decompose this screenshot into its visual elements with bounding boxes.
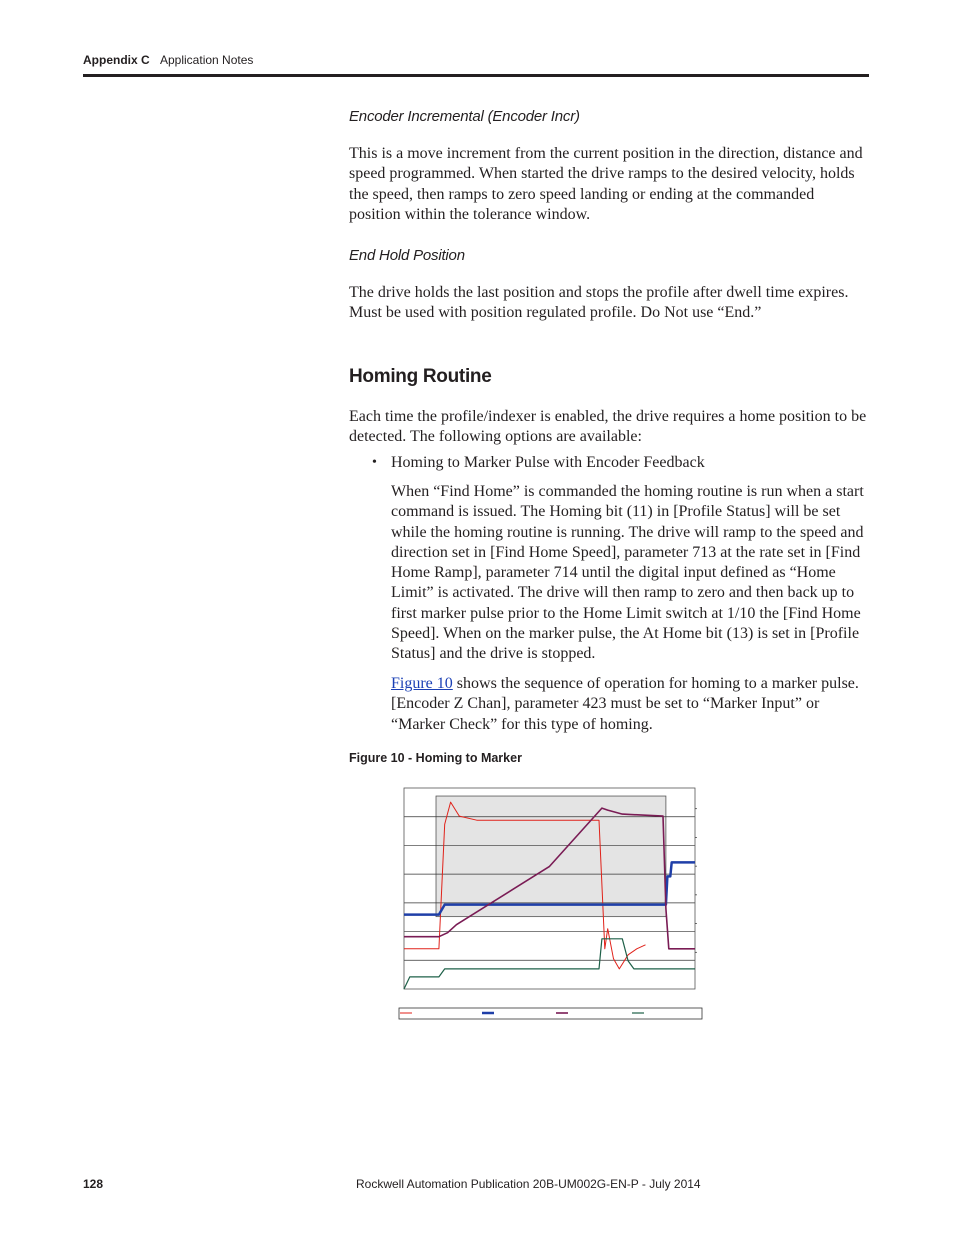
figure-caption: Figure 10 - Homing to Marker bbox=[349, 751, 522, 765]
legend-box bbox=[399, 1008, 702, 1019]
header-title: Application Notes bbox=[160, 53, 254, 67]
text-line: When “Find Home” is commanded the homing routine is run when a start bbox=[391, 483, 864, 500]
text-line: direction set in [Find Home Speed], parameter 713 at the rate set in [Find bbox=[391, 543, 861, 561]
encoder-incr-paragraph bbox=[349, 144, 871, 225]
homing-chart bbox=[390, 780, 710, 1025]
homing-heading: Homing Routine bbox=[349, 366, 492, 387]
text-line bbox=[391, 674, 871, 694]
text-line: detected. The following options are available: bbox=[349, 428, 642, 446]
homing-marker-paragraph bbox=[391, 482, 871, 665]
text-fragment: shows the sequence of operation for homing to a marker pulse. bbox=[452, 675, 859, 692]
header-section: Appendix C bbox=[83, 53, 150, 67]
text-line: “Marker Check” for this type of homing. bbox=[391, 715, 653, 733]
text-line: Must be used with position regulated profile. Do Not use “End.” bbox=[349, 304, 762, 322]
end-hold-paragraph bbox=[349, 283, 871, 324]
text-line: Limit” is activated. The drive will then ramp to zero and then back up to bbox=[391, 584, 855, 602]
text-line: This is a move increment from the current position in the direction, distance and bbox=[349, 145, 863, 162]
homing-intro bbox=[349, 407, 871, 448]
bullet-icon: • bbox=[372, 455, 377, 470]
header-rule bbox=[83, 74, 869, 77]
text-line: the speed, then ramps to zero speed landing or ending at the commanded bbox=[349, 185, 815, 203]
text-line: Each time the profile/indexer is enabled, the drive requires a home position to be bbox=[349, 408, 867, 425]
text-line: [Encoder Z Chan], parameter 423 must be set to “Marker Input” or bbox=[391, 695, 820, 713]
homing-chart-svg bbox=[390, 780, 710, 1025]
text-line: Speed]. When on the marker pulse, the At Home bit (13) is set in [Profile bbox=[391, 625, 860, 643]
text-line: while the homing routine is running. The drive will ramp to the speed and bbox=[391, 523, 864, 541]
figure-10-link[interactable]: Figure 10 bbox=[391, 675, 453, 692]
text-line: position within the tolerance window. bbox=[349, 205, 591, 223]
text-line: The drive holds the last position and stops the profile after dwell time expires. bbox=[349, 284, 849, 301]
end-hold-heading: End Hold Position bbox=[349, 247, 465, 264]
text-line: Status] and the drive is stopped. bbox=[391, 645, 596, 663]
homing-bullet-item: Homing to Marker Pulse with Encoder Feedback bbox=[391, 454, 705, 471]
figure-reference-paragraph bbox=[391, 674, 871, 735]
series-line-4 bbox=[404, 939, 695, 989]
text-line: command is issued. The Homing bit (11) in [Profile Status] will be set bbox=[391, 503, 841, 521]
text-line: speed programmed. When started the drive ramps to the desired velocity, holds bbox=[349, 165, 855, 183]
encoder-incr-heading: Encoder Incremental (Encoder Incr) bbox=[349, 108, 580, 125]
publication-info: Rockwell Automation Publication 20B-UM002G-EN-P - July 2014 bbox=[356, 1177, 701, 1191]
page-number: 128 bbox=[83, 1177, 104, 1191]
text-line: first marker pulse prior to the Home Limit switch at 1/10 the [Find Home bbox=[391, 604, 861, 622]
text-line: Home Ramp], parameter 714 until the digital input defined as “Home bbox=[391, 564, 836, 582]
